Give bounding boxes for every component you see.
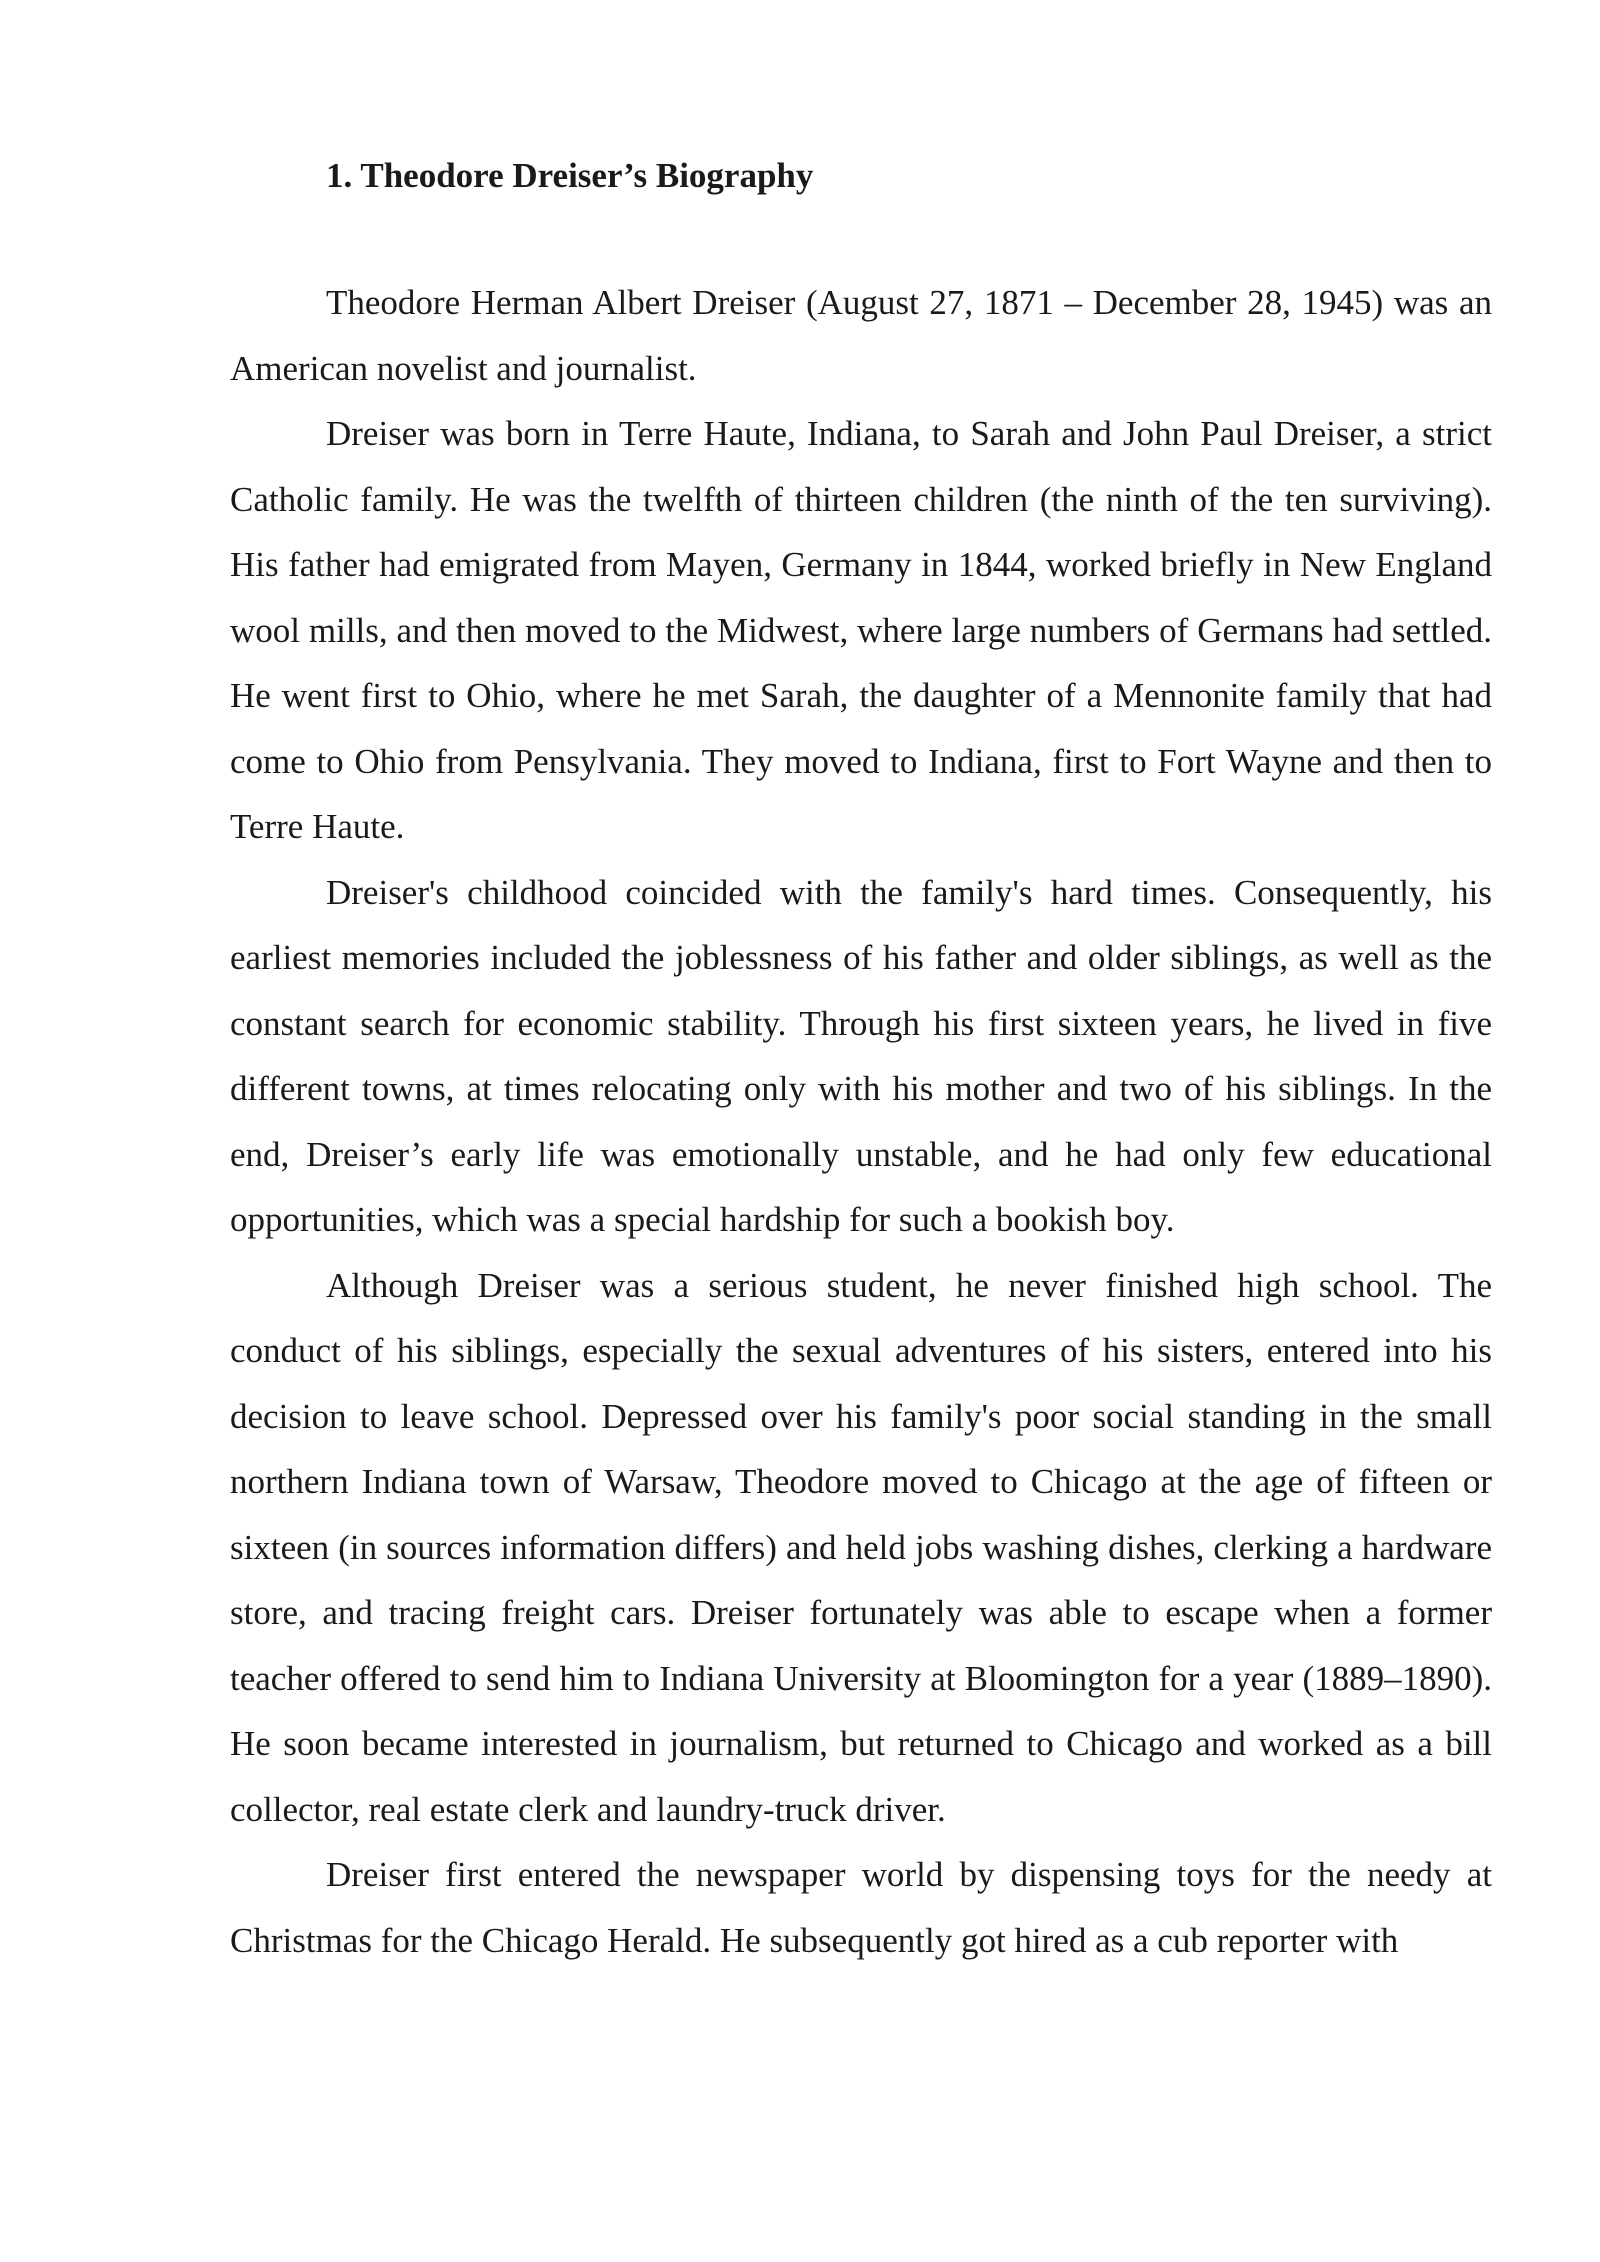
paragraph-newspaper: Dreiser first entered the newspaper world by dispensing toys for the needy at Christmas for the Chicago Herald. He subsequently got hired as a cub reporter with xyxy=(230,1855,1492,1960)
section-heading: 1. Theodore Dreiser’s Biography xyxy=(326,156,814,195)
paragraph-birth-family: Dreiser was born in Terre Haute, Indiana, to Sarah and John Paul Dreiser, a strict Catholic family. He was the twelfth of thirteen children (the ninth of the ten surviving). His father had emigrated from Mayen, Germany in 1844, worked briefly in New England wool mills, and then moved to the Midwest, where large numbers of Germans had settled. He went first to Ohio, where he met Sarah, the daughter of a Mennonite family that had come to Ohio from Pensylvania. They moved to Indiana, first to Fort Wayne and then to Terre Haute. xyxy=(230,414,1492,846)
document-body xyxy=(230,148,1492,1973)
paragraph-education: Although Dreiser was a serious student, he never finished high school. The conduct of his siblings, especially the sexual adventures of his sisters, entered into his decision to leave school. Depressed over his family's poor social standing in the small northern Indiana town of Warsaw, Theodore moved to Chicago at the age of fifteen or sixteen (in sources information differs) and held jobs washing dishes, clerking a hardware store, and tracing freight cars. Dreiser fortunately was able to escape when a former teacher offered to send him to Indiana University at Bloomington for a year (1889–1890). He soon became interested in journalism, but returned to Chicago and worked as a bill collector, real estate clerk and laundry-truck driver. xyxy=(230,1265,1492,1829)
paragraph-childhood: Dreiser's childhood coincided with the family's hard times. Consequently, his earliest memories included the joblessness of his father and older siblings, as well as the constant search for economic stability. Through his first sixteen years, he lived in five different towns, at times relocating only with his mother and two of his siblings. In the end, Dreiser’s early life was emotionally unstable, and he had only few educational opportunities, which was a special hardship for such a bookish boy. xyxy=(230,872,1492,1239)
paragraph-intro: Theodore Herman Albert Dreiser (August 27, 1871 – December 28, 1945) was an American novelist and journalist. xyxy=(230,283,1492,388)
